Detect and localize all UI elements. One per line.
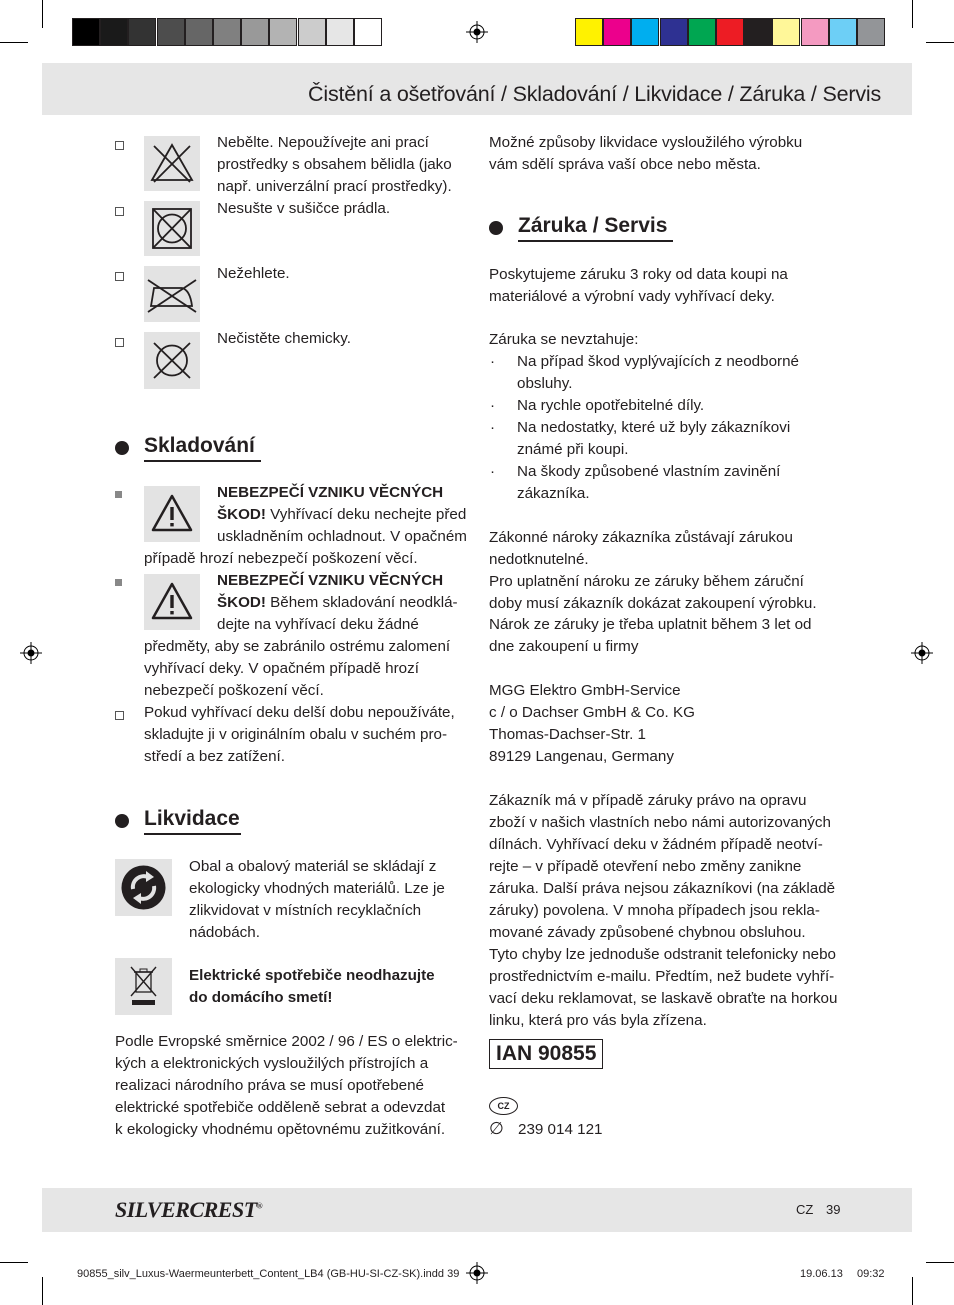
file-slug: 90855_silv_Luxus-Waermeunterbett_Content_LB4 (GB-HU-SI-CZ-SK).indd 39 <box>77 1268 460 1280</box>
section-heading-storage: Skladování <box>144 434 255 457</box>
brand-name: SILVERCREST <box>115 1197 257 1222</box>
print-time: 09:32 <box>857 1268 885 1280</box>
gray-swatch <box>128 18 156 46</box>
section-heading-warranty: Záruka / Servis <box>518 214 668 237</box>
list-item: Na nedostatky, které už byly zákazníkovi <box>517 419 791 436</box>
warning-bold: ŠKOD! <box>217 594 266 611</box>
warranty-text: Zákonné nároky zákazníka zůstávají zárukou <box>489 529 793 546</box>
disposal-options-text: vám sdělí správa vaší obce nebo města. <box>489 156 761 173</box>
warning-text-rest: Během skladování neodklá- <box>265 594 458 611</box>
checkbox-bullet <box>115 711 124 720</box>
warranty-text: Záruka se nevztahuje: <box>489 331 639 348</box>
square-bullet <box>115 491 122 498</box>
storage-note: středí a bez zatížení. <box>144 748 285 765</box>
checkbox-bullet <box>115 338 124 347</box>
color-swatch <box>857 18 885 46</box>
directive-text: Podle Evropské směrnice 2002 / 96 / ES o elektric- <box>115 1033 458 1050</box>
weee-warning: do domácího smetí! <box>189 989 333 1006</box>
gray-swatch <box>326 18 354 46</box>
warranty-text: Zákazník má v případě záruky právo na opravu <box>489 792 807 809</box>
warranty-text: záruky) povolena. V mnoha případech jsou rekla- <box>489 902 820 919</box>
warning-text: předměty, aby se zabránilo ostrému zalomení <box>144 638 451 655</box>
warranty-text: rejte – v případě otevření nebo změny zanikne <box>489 858 802 875</box>
no-dry-clean-icon <box>144 332 200 389</box>
ian-number: IAN 90855 <box>489 1039 603 1069</box>
warranty-text: nedotknutelné. <box>489 551 589 568</box>
directive-text: elektrické spotřebiče odděleně sebrat a odevzdat <box>115 1099 446 1116</box>
heading-underline <box>144 460 261 462</box>
color-swatch <box>575 18 603 46</box>
directive-text: k ekologicky vhodnému opětovnému zužitkování. <box>115 1121 446 1138</box>
page-number: 39 <box>826 1202 841 1217</box>
address-line: Thomas-Dachser-Str. 1 <box>489 726 646 743</box>
registration-mark-icon <box>466 1262 488 1284</box>
list-item: zákazníka. <box>517 485 590 502</box>
print-date: 19.06.13 <box>800 1268 843 1280</box>
warning-icon <box>144 574 200 630</box>
crop-mark <box>926 1262 954 1263</box>
color-swatch <box>603 18 631 46</box>
list-dot: · <box>490 353 496 370</box>
care-text-line: Nečistěte chemicky. <box>217 330 351 347</box>
list-item: Na rychle opotřebitelné díly. <box>517 397 705 414</box>
gray-swatch <box>72 18 100 46</box>
color-swatch <box>631 18 659 46</box>
warranty-text: Tyto chyby lze jednoduše odstranit telefonicky nebo <box>489 946 836 963</box>
registered-mark: ® <box>256 1201 263 1211</box>
packaging-text: zlikvidovat v místních recyklačních <box>189 902 422 919</box>
crop-mark <box>0 42 28 43</box>
page-title: Čistění a ošetřování / Skladování / Likvidace / Záruka / Servis <box>308 82 881 106</box>
color-swatch <box>772 18 800 46</box>
section-bullet <box>489 221 503 235</box>
warning-text: případě hrozí nebezpečí poškození věcí. <box>144 550 418 567</box>
care-text-line: např. univerzální prací prostředky). <box>217 178 452 195</box>
crossed-bin-icon <box>115 958 172 1015</box>
list-item: obsluhy. <box>517 375 573 392</box>
warning-bold: ŠKOD! <box>217 506 266 523</box>
brand-logo <box>115 1197 262 1223</box>
address-line: c / o Dachser GmbH & Co. KG <box>489 704 695 721</box>
warranty-text: doby musí zákazník dokázat zakoupení výrobku. <box>489 595 817 612</box>
list-item: známé při koupi. <box>517 441 629 458</box>
list-item: Na škody způsobené vlastním zavinění <box>517 463 781 480</box>
gray-swatch <box>185 18 213 46</box>
warranty-text: Nárok ze záruky je třeba uplatnit během 3 let od <box>489 616 812 633</box>
square-bullet <box>115 579 122 586</box>
section-bullet <box>115 441 129 455</box>
directive-text: kých a elektronických vysloužilých přístrojích a <box>115 1055 429 1072</box>
warranty-text: Poskytujeme záruku 3 roky od data koupi na <box>489 266 788 283</box>
language-code: CZ <box>796 1202 814 1217</box>
warning-icon <box>144 486 200 542</box>
gray-swatch <box>213 18 241 46</box>
care-text-line: Nebělte. Nepoužívejte ani prací <box>217 134 429 151</box>
checkbox-bullet <box>115 141 124 150</box>
warranty-text: Pro uplatnění nároku ze záruky během záruční <box>489 573 804 590</box>
gray-swatch <box>354 18 382 46</box>
list-item: Na případ škod vyplývajících z neodborné <box>517 353 799 370</box>
color-swatch <box>660 18 688 46</box>
color-swatch <box>744 18 772 46</box>
directive-text: realizaci národního práva se musí opotřebené <box>115 1077 425 1094</box>
care-text-line: Nežehlete. <box>217 265 290 282</box>
warranty-text: mované závady způsobené chybnou obsluhou. <box>489 924 806 941</box>
crop-mark <box>0 1262 28 1263</box>
country-badge <box>489 1097 518 1115</box>
warranty-text: linku, která pro vás byla zřízena. <box>489 1012 707 1029</box>
registration-mark-icon <box>911 642 933 664</box>
gray-swatch <box>100 18 128 46</box>
warning-title: NEBEZPEČÍ VZNIKU VĚCNÝCH <box>217 484 444 501</box>
warranty-text: zboží v našich vlastních nebo námi autorizovaných <box>489 814 831 831</box>
hotline-number: 239 014 121 <box>518 1121 603 1138</box>
country-code: CZ <box>497 1101 510 1111</box>
checkbox-bullet <box>115 272 124 281</box>
warning-text: uskladněním ochladnout. V opačném <box>217 528 467 545</box>
gray-swatch <box>157 18 185 46</box>
warranty-text: záruka. Další práva nejsou zákazníkovi (na základě <box>489 880 836 897</box>
warning-text-rest: Vyhřívací deku nechejte před <box>265 506 467 523</box>
address-line: 89129 Langenau, Germany <box>489 748 674 765</box>
crop-mark <box>912 0 913 28</box>
packaging-text: ekologicky vhodných materiálů. Lze je <box>189 880 445 897</box>
warning-text <box>217 592 458 614</box>
no-bleach-icon <box>144 136 200 191</box>
no-tumble-dry-icon <box>144 201 200 256</box>
heading-underline <box>518 240 673 242</box>
gray-swatch <box>241 18 269 46</box>
weee-warning: Elektrické spotřebiče neodhazujte <box>189 967 435 984</box>
warranty-text: materiálové a výrobní vady vyhřívací deky. <box>489 288 775 305</box>
section-bullet <box>115 814 129 828</box>
packaging-text: Obal a obalový materiál se skládají z <box>189 858 437 875</box>
no-iron-icon <box>144 266 200 322</box>
warning-text <box>217 504 466 526</box>
section-heading-disposal: Likvidace <box>144 807 240 830</box>
warranty-text: dne zakoupení u firmy <box>489 638 639 655</box>
heading-underline <box>144 833 241 835</box>
list-dot: · <box>490 419 496 436</box>
warning-text: nebezpečí poškození věcí. <box>144 682 324 699</box>
green-dot-recycling-icon <box>115 859 172 916</box>
phone-icon: ∅ <box>489 1119 504 1138</box>
crop-mark <box>912 1277 913 1305</box>
gray-swatch <box>298 18 326 46</box>
checkbox-bullet <box>115 207 124 216</box>
crop-mark <box>926 42 954 43</box>
color-swatch <box>688 18 716 46</box>
color-swatch <box>829 18 857 46</box>
packaging-text: nádobách. <box>189 924 260 941</box>
disposal-options-text: Možné způsoby likvidace vysloužilého výrobku <box>489 134 803 151</box>
storage-note: Pokud vyhřívací deku delší dobu nepoužíváte, <box>144 704 455 721</box>
warranty-text: dílnách. Vyhřívací deku v žádném případě neotví- <box>489 836 823 853</box>
color-swatch <box>716 18 744 46</box>
warning-text: dejte na vyhřívací deku žádné <box>217 616 419 633</box>
crop-mark <box>42 0 43 28</box>
storage-note: skladujte ji v originálním obalu v suchém pro- <box>144 726 448 743</box>
care-text-line: Nesušte v sušičce prádla. <box>217 200 391 217</box>
warning-title: NEBEZPEČÍ VZNIKU VĚCNÝCH <box>217 572 444 589</box>
registration-mark-icon <box>466 21 488 43</box>
list-dot: · <box>490 397 496 414</box>
warranty-text: vací deku reklamovat, se laskavě obraťte na horkou <box>489 990 838 1007</box>
warning-text: vyhřívací deky. V opačném případě hrozí <box>144 660 419 677</box>
address-line: MGG Elektro GmbH-Service <box>489 682 681 699</box>
gray-swatch <box>269 18 297 46</box>
color-swatch <box>801 18 829 46</box>
list-dot: · <box>490 463 496 480</box>
warranty-text: prostřednictvím e-mailu. Předtím, než budete vyhří- <box>489 968 835 985</box>
registration-mark-icon <box>20 642 42 664</box>
care-text-line: prostředky s obsahem bělidla (jako <box>217 156 452 173</box>
crop-mark <box>42 1277 43 1305</box>
